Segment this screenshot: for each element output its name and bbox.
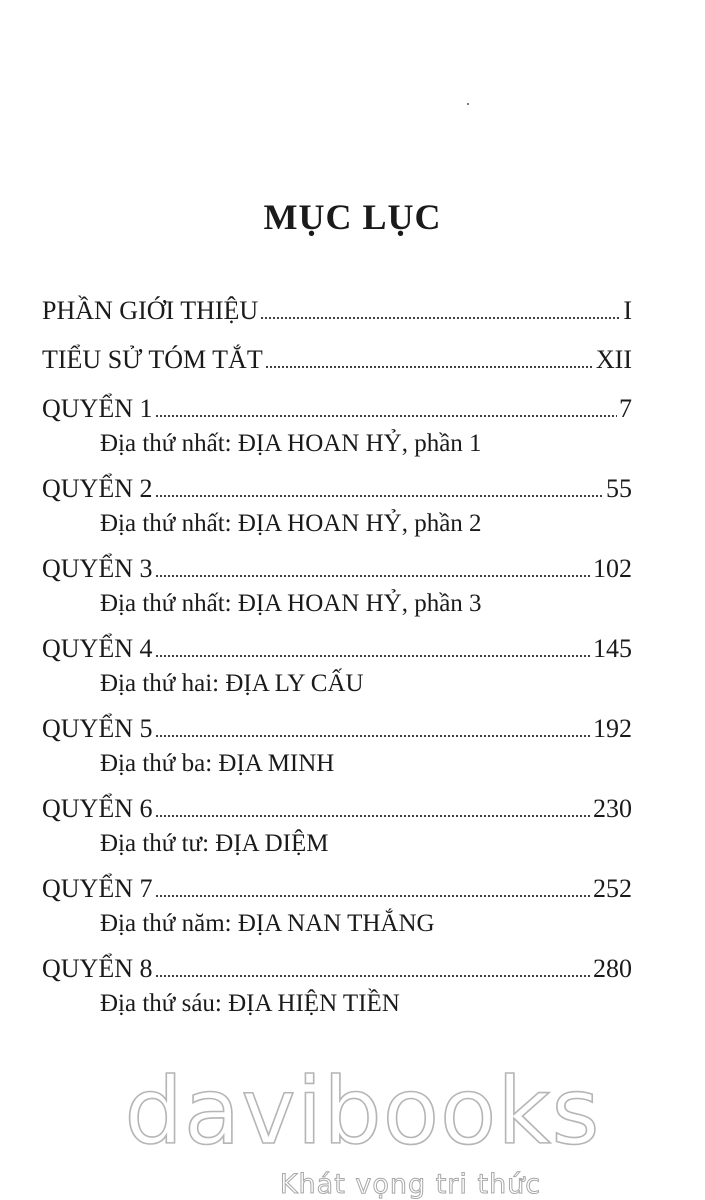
toc-entry-label: QUYỂN 6 xyxy=(42,794,153,823)
toc-entry-intro[interactable] xyxy=(42,293,632,329)
toc-subtitle: Địa thứ nhất: ĐỊA HOAN HỶ, phần 2 xyxy=(100,510,482,537)
toc-subtitle: Địa thứ nhất: ĐỊA HOAN HỶ, phần 3 xyxy=(100,590,482,617)
toc-entry-volume-3[interactable] xyxy=(42,551,632,587)
watermark-logo: davibooks xyxy=(124,1058,601,1165)
toc-leader-dots xyxy=(155,638,592,658)
toc-subtitle: Địa thứ sáu: ĐỊA HIỆN TIỀN xyxy=(100,990,400,1017)
toc-leader-dots xyxy=(155,398,618,418)
toc-entry-label: QUYỂN 2 xyxy=(42,474,153,503)
toc-entry-volume-7[interactable] xyxy=(42,871,632,907)
toc-entry-label: QUYỂN 3 xyxy=(42,554,153,583)
toc-entry-label: QUYỂN 5 xyxy=(42,714,153,743)
toc-entry-volume-8[interactable] xyxy=(42,951,632,987)
toc-entry-label: QUYỂN 4 xyxy=(42,634,153,663)
toc-page-number: 192 xyxy=(593,714,632,743)
toc-leader-dots xyxy=(155,798,592,818)
toc-page-number: 145 xyxy=(593,634,632,663)
toc-entry-volume-5[interactable] xyxy=(42,711,632,747)
toc-leader-dots xyxy=(155,478,605,498)
toc-subtitle: Địa thứ hai: ĐỊA LY CẤU xyxy=(100,670,364,697)
toc-leader-dots xyxy=(155,958,592,978)
toc-leader-dots xyxy=(155,878,592,898)
toc-entry-label: PHẦN GIỚI THIỆU xyxy=(42,296,259,325)
toc-entry-label: TIỂU SỬ TÓM TẮT xyxy=(42,345,263,374)
toc-entry-volume-1[interactable] xyxy=(42,391,632,427)
page-speck xyxy=(467,103,469,105)
toc-entry-volume-2[interactable] xyxy=(42,471,632,507)
toc-page-number: 55 xyxy=(606,474,632,503)
toc-page-number: 102 xyxy=(593,554,632,583)
toc-page-number: 252 xyxy=(593,874,632,903)
toc-subtitle: Địa thứ ba: ĐỊA MINH xyxy=(100,750,335,777)
toc-entry-volume-6[interactable] xyxy=(42,791,632,827)
toc-page-number: 230 xyxy=(593,794,632,823)
toc-subtitle: Địa thứ năm: ĐỊA NAN THẮNG xyxy=(100,910,435,937)
table-of-contents xyxy=(42,293,632,1021)
toc-page-number: I xyxy=(623,296,632,325)
toc-page-number: 7 xyxy=(619,394,632,423)
toc-entry-label: QUYỂN 8 xyxy=(42,954,153,983)
watermark-slogan: Khát vọng tri thức xyxy=(279,1169,542,1200)
page-title: MỤC LỤC xyxy=(263,197,442,237)
toc-leader-dots xyxy=(265,349,594,369)
toc-subtitle: Địa thứ nhất: ĐỊA HOAN HỶ, phần 1 xyxy=(100,430,482,457)
toc-entry-label: QUYỂN 1 xyxy=(42,394,153,423)
toc-leader-dots xyxy=(155,558,592,578)
toc-page-number: XII xyxy=(595,345,632,374)
toc-subtitle: Địa thứ tư: ĐỊA DIỆM xyxy=(100,830,329,857)
toc-entry-label: QUYỂN 7 xyxy=(42,874,153,903)
toc-page-number: 280 xyxy=(593,954,632,983)
toc-entry-volume-4[interactable] xyxy=(42,631,632,667)
toc-leader-dots xyxy=(260,300,621,320)
toc-leader-dots xyxy=(155,718,592,738)
toc-entry-bio[interactable] xyxy=(42,342,632,378)
